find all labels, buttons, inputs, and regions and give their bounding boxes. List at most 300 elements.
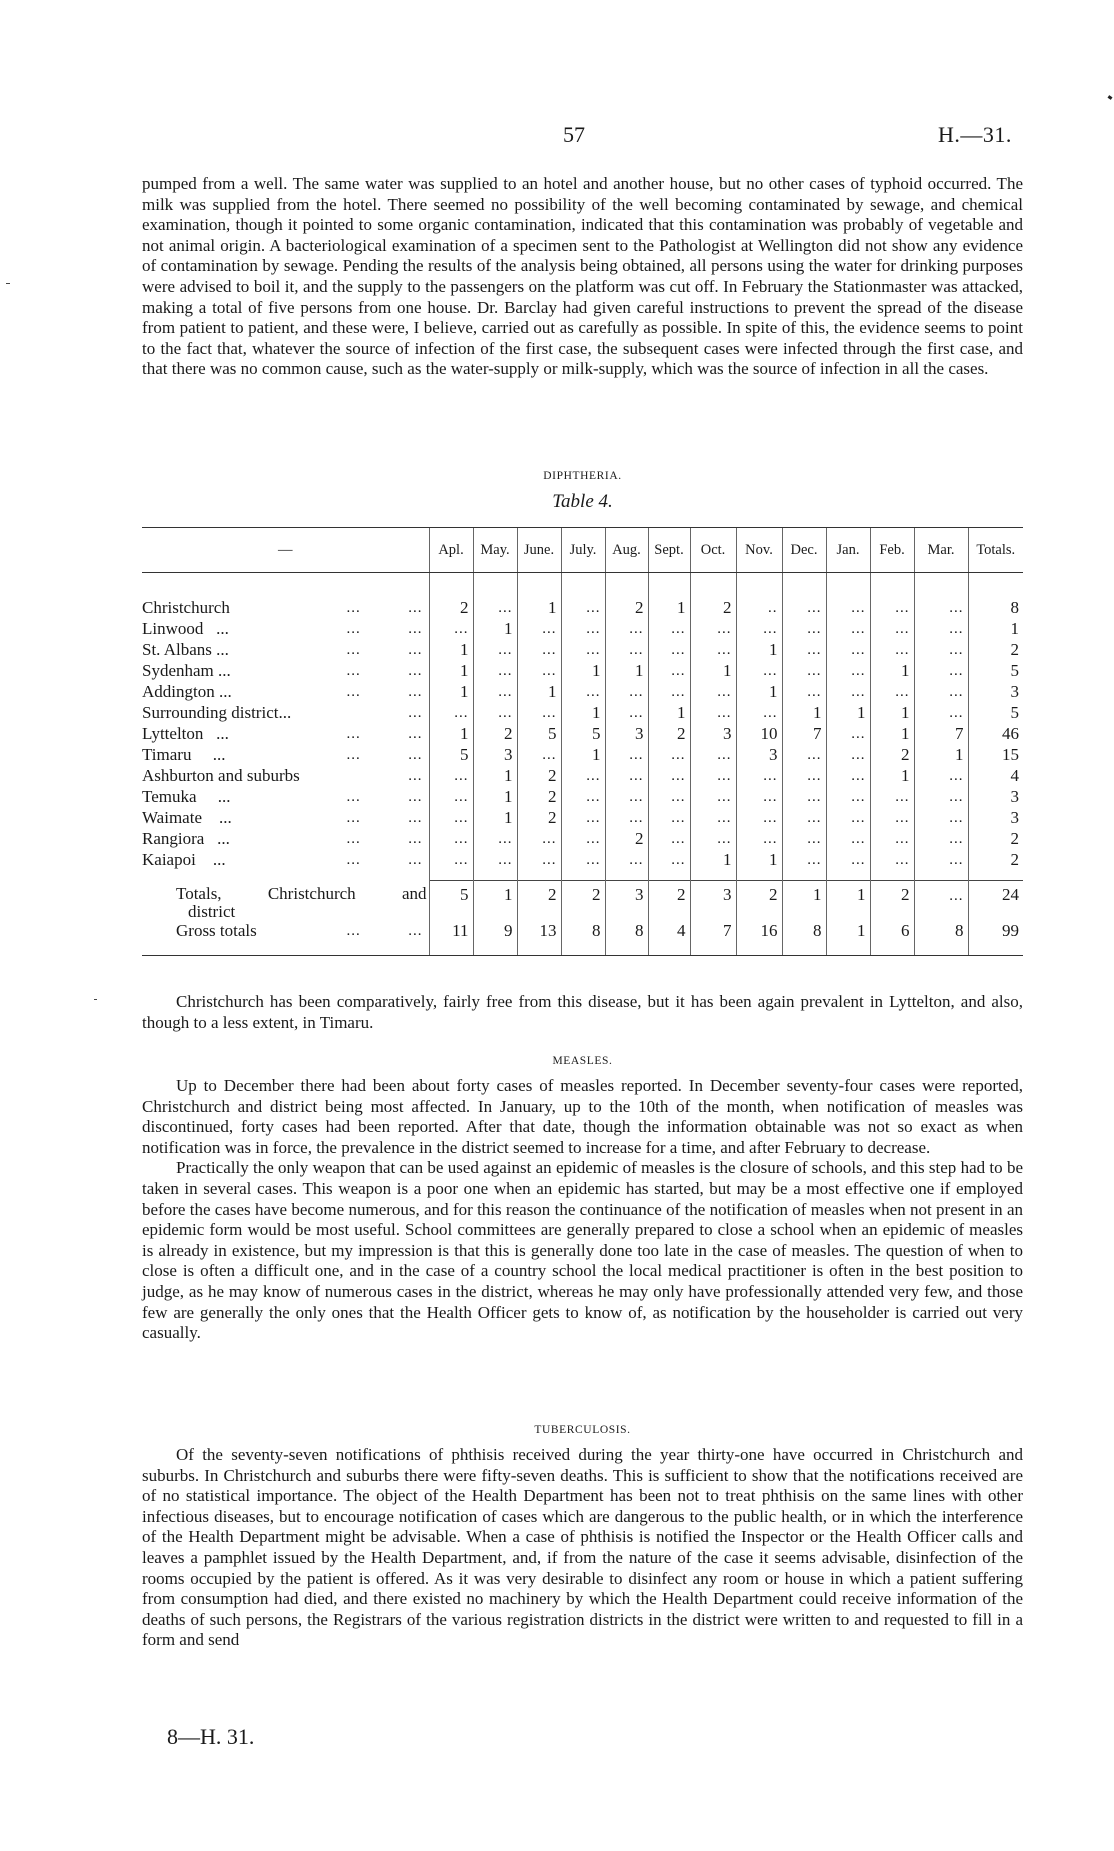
cell-value: ... — [586, 768, 601, 784]
cell-value: ... — [498, 705, 513, 721]
month-cell — [914, 597, 968, 618]
cell-value: ... — [895, 810, 910, 826]
cell-value: ... — [851, 663, 866, 679]
month-cell — [870, 618, 914, 639]
cell-value: ... — [717, 705, 732, 721]
month-cell — [473, 702, 517, 723]
cell-value: ... — [851, 747, 866, 763]
cell-value: ... — [949, 831, 964, 847]
month-cell — [473, 828, 517, 849]
month-cell — [914, 786, 968, 807]
month-cell — [736, 744, 782, 765]
cell-value: 99 — [1002, 920, 1019, 940]
month-cell — [690, 786, 736, 807]
cell-value: ... — [671, 621, 686, 637]
cell-value: 2 — [1010, 849, 1019, 869]
row-total — [968, 828, 1023, 849]
month-cell — [870, 744, 914, 765]
row-label — [142, 807, 429, 828]
cell-value: ... — [454, 810, 469, 826]
table-row — [142, 702, 1023, 723]
month-cell — [826, 807, 870, 828]
column-header: June. — [517, 528, 561, 573]
cell-value: ... — [807, 852, 822, 868]
month-cell — [561, 807, 605, 828]
cell-value: ... — [629, 705, 644, 721]
cell-value: 1 — [901, 660, 910, 680]
district-name: Addington ... — [142, 681, 232, 701]
month-cell — [736, 618, 782, 639]
month-cell — [429, 786, 473, 807]
month-cell — [690, 744, 736, 765]
district-name: Kaiapoi ... — [142, 849, 226, 869]
cell-value: ... — [586, 621, 601, 637]
cell-value: 8 — [955, 920, 964, 940]
month-cell — [648, 723, 690, 744]
month-cell — [561, 786, 605, 807]
diphtheria-commentary-block — [142, 992, 1023, 1033]
cell-value: ... — [454, 768, 469, 784]
cell-value: ... — [542, 663, 557, 679]
cell-value: ... — [807, 810, 822, 826]
cell-value: ... — [851, 684, 866, 700]
cell-value: ... — [671, 663, 686, 679]
cell-value: 2 — [635, 828, 644, 848]
month-cell — [870, 681, 914, 702]
cell-value: 1 — [592, 702, 601, 722]
month-cell — [517, 881, 561, 921]
month-cell — [517, 765, 561, 786]
cell-value: ... — [542, 747, 557, 763]
cell-value: 2 — [677, 885, 686, 904]
cell-value: ... — [671, 810, 686, 826]
cell-value: 3 — [723, 885, 732, 904]
district-name: Ashburton and suburbs — [142, 765, 300, 785]
month-cell — [429, 597, 473, 618]
cell-value: ... — [454, 705, 469, 721]
row-label — [142, 681, 429, 702]
cell-value: ... — [454, 852, 469, 868]
measles-paragraph-1: Up to December there had been about forty cases of measles reported. In December seventy-four cases were reported, Christchurch and district being most affected. In January, up to the 10th of the month, when notification of measles was discontinued, forty cases had been reported. After that date, though the information obtainable was not so exact as when notification was in force, the prevalence in the district seemed to increase for a time, and after February to decrease. — [142, 1076, 1023, 1157]
cell-value: 1 — [592, 744, 601, 764]
cell-value: 1 — [548, 597, 557, 617]
cell-value: ... — [717, 768, 732, 784]
month-cell — [429, 723, 473, 744]
cell-value: ... — [807, 600, 822, 616]
month-cell — [826, 660, 870, 681]
month-cell — [736, 681, 782, 702]
month-cell — [517, 723, 561, 744]
month-cell — [870, 881, 914, 921]
table-row — [142, 744, 1023, 765]
month-cell — [605, 660, 648, 681]
cell-value: ... — [949, 888, 964, 904]
month-cell — [473, 639, 517, 660]
district-name: Temuka ... — [142, 786, 231, 806]
cell-value: ... — [949, 852, 964, 868]
cell-value: 8 — [813, 920, 822, 940]
cell-value: ... — [671, 789, 686, 805]
month-cell — [473, 881, 517, 921]
month-cell — [782, 744, 826, 765]
month-cell — [473, 618, 517, 639]
cell-value: 2 — [901, 744, 910, 764]
month-cell — [648, 786, 690, 807]
dot-leader: ... ... — [346, 599, 423, 616]
cell-value: 13 — [539, 920, 557, 940]
cell-value: 1 — [955, 744, 964, 764]
dot-leader: ... — [408, 704, 423, 721]
table-row — [142, 681, 1023, 702]
row-total — [968, 597, 1023, 618]
cell-value: 8 — [635, 920, 644, 940]
month-cell — [690, 681, 736, 702]
column-header: Dec. — [782, 528, 826, 573]
month-cell — [690, 597, 736, 618]
month-cell — [605, 849, 648, 870]
month-cell — [736, 660, 782, 681]
month-cell — [605, 681, 648, 702]
month-cell — [648, 681, 690, 702]
cell-value: 2 — [548, 885, 557, 904]
month-cell — [605, 921, 648, 956]
district-name: Linwood ... — [142, 618, 229, 638]
month-cell — [429, 618, 473, 639]
month-cell — [473, 597, 517, 618]
row-label — [142, 786, 429, 807]
cell-value: ... — [763, 810, 778, 826]
column-header: July. — [561, 528, 605, 573]
month-cell — [429, 660, 473, 681]
scan-artifact — [1108, 95, 1113, 100]
month-cell — [782, 702, 826, 723]
month-cell — [517, 660, 561, 681]
month-cell — [914, 681, 968, 702]
table-title: Table 4. — [552, 491, 613, 512]
cell-value: ... — [807, 789, 822, 805]
month-cell — [473, 807, 517, 828]
cell-value: 8 — [592, 920, 601, 940]
month-cell — [914, 660, 968, 681]
cell-value: ... — [586, 831, 601, 847]
cell-value: ... — [895, 831, 910, 847]
month-cell — [736, 881, 782, 921]
dot-leader: ... ... — [346, 662, 423, 679]
cell-value: ... — [763, 831, 778, 847]
month-cell — [648, 881, 690, 921]
month-cell — [605, 807, 648, 828]
cell-value: 4 — [1010, 765, 1019, 785]
cell-value: ... — [807, 663, 822, 679]
cell-value: 2 — [592, 885, 601, 904]
month-cell — [736, 702, 782, 723]
cell-value: ... — [498, 663, 513, 679]
stub-header: — — [142, 528, 429, 573]
table-row — [142, 597, 1023, 618]
cell-value: ... — [542, 831, 557, 847]
cell-value: 2 — [548, 786, 557, 806]
cell-value: 5 — [460, 744, 469, 764]
row-label — [142, 828, 429, 849]
column-header: Jan. — [826, 528, 870, 573]
month-cell — [690, 881, 736, 921]
row-total — [968, 618, 1023, 639]
cell-value: ... — [629, 810, 644, 826]
printer-signature: 8—H. 31. — [167, 1724, 255, 1749]
row-label — [142, 881, 429, 921]
cell-value: 3 — [635, 723, 644, 743]
month-cell — [690, 702, 736, 723]
month-cell — [517, 618, 561, 639]
month-cell — [914, 639, 968, 660]
month-cell — [605, 828, 648, 849]
cell-value: 6 — [901, 920, 910, 940]
month-cell — [605, 786, 648, 807]
row-total — [968, 723, 1023, 744]
month-cell — [782, 786, 826, 807]
table-row — [142, 807, 1023, 828]
month-cell — [517, 744, 561, 765]
month-cell — [517, 807, 561, 828]
cell-value: 1 — [723, 849, 732, 869]
month-cell — [473, 660, 517, 681]
cell-value: 2 — [460, 597, 469, 617]
dot-leader: ... ... — [346, 620, 423, 637]
month-cell — [605, 702, 648, 723]
district-name: Timaru ... — [142, 744, 226, 764]
cell-value: ... — [671, 642, 686, 658]
row-total — [968, 681, 1023, 702]
month-cell — [429, 807, 473, 828]
month-cell — [782, 618, 826, 639]
cell-value: 4 — [677, 920, 686, 940]
month-cell — [736, 828, 782, 849]
month-cell — [914, 744, 968, 765]
cell-value: 1 — [504, 618, 513, 638]
cell-value: ... — [671, 747, 686, 763]
column-header: Mar. — [914, 528, 968, 573]
month-cell — [782, 828, 826, 849]
cell-value: 1 — [857, 920, 866, 940]
cell-value: ... — [895, 789, 910, 805]
month-cell — [517, 828, 561, 849]
tuberculosis-paragraph: Of the seventy-seven notifications of phthisis received during the year thirty-one have occurred in Christchurch and suburbs. In Christchurch and suburbs there were fifty-seven deaths. This is sufficient to show that the notifications received are of no statistical importance. The object of the Health Department has been not to treat phthisis on the same lines with other infectious diseases, but to encourage notification of cases which are dangerous to the public health, or in which the interference of the Health Department might be advisable. When a case of phthisis is notified the Inspector or the Health Officer calls and leaves a pamphlet issued by the Health Department, and, if from the nature of the case it seems advisable, disinfection of the rooms occupied by the patient is offered. As it was very desirable to disinfect any room or house in which a patient suffering from consumption had died, and there existed no machinery by which the Health Department could receive information of the deaths of such persons, the Registrars of the various registration districts in the district were written to and requested to fill in a form and send — [142, 1445, 1023, 1650]
scan-mark — [94, 999, 97, 1000]
month-cell — [826, 744, 870, 765]
dot-leader: ... ... — [346, 683, 423, 700]
table-row — [142, 786, 1023, 807]
month-cell — [870, 807, 914, 828]
cell-value: ... — [671, 831, 686, 847]
cell-value: ... — [949, 789, 964, 805]
cell-value: ... — [542, 642, 557, 658]
dot-leader: ... ... — [346, 641, 423, 658]
month-cell — [429, 828, 473, 849]
month-cell — [914, 807, 968, 828]
month-cell — [914, 765, 968, 786]
section-heading-measles: MEASLES. — [552, 1055, 613, 1067]
month-cell — [648, 639, 690, 660]
month-cell — [517, 921, 561, 956]
month-cell — [605, 597, 648, 618]
cell-value: ... — [586, 642, 601, 658]
month-cell — [782, 660, 826, 681]
month-cell — [826, 597, 870, 618]
spacer-row — [142, 573, 1023, 598]
month-cell — [826, 828, 870, 849]
month-cell — [736, 921, 782, 956]
cell-value: 2 — [548, 807, 557, 827]
cell-value: ... — [454, 789, 469, 805]
month-cell — [648, 921, 690, 956]
cell-value: 2 — [769, 885, 778, 904]
column-header: May. — [473, 528, 517, 573]
month-cell — [690, 765, 736, 786]
cell-value: ... — [586, 789, 601, 805]
cell-value: 2 — [1010, 639, 1019, 659]
month-cell — [782, 921, 826, 956]
cell-value: 1 — [635, 660, 644, 680]
month-cell — [870, 921, 914, 956]
cell-value: ... — [807, 642, 822, 658]
district-name: Surrounding district... — [142, 702, 292, 722]
month-cell — [870, 702, 914, 723]
month-cell — [736, 597, 782, 618]
row-label — [142, 744, 429, 765]
cell-value: ... — [586, 810, 601, 826]
measles-section — [142, 1055, 1023, 1344]
cell-value: ... — [895, 600, 910, 616]
month-cell — [826, 723, 870, 744]
month-cell — [605, 765, 648, 786]
table-header-row — [142, 528, 1023, 573]
cell-value: ... — [671, 684, 686, 700]
row-total — [968, 702, 1023, 723]
cell-value: ... — [498, 831, 513, 847]
diphtheria-table — [142, 527, 1023, 956]
cell-value: ... — [542, 852, 557, 868]
spacer-row — [142, 870, 1023, 881]
cell-value: .. — [768, 600, 778, 616]
row-label — [142, 639, 429, 660]
cell-value: 3 — [1010, 786, 1019, 806]
cell-value: ... — [717, 789, 732, 805]
district-name: Rangiora ... — [142, 828, 230, 848]
month-cell — [826, 765, 870, 786]
page-number: 57 — [563, 122, 585, 147]
month-cell — [429, 639, 473, 660]
cell-value: 1 — [677, 702, 686, 722]
row-total — [968, 639, 1023, 660]
month-cell — [736, 807, 782, 828]
cell-value: ... — [851, 852, 866, 868]
table-row — [142, 639, 1023, 660]
cell-value: ... — [717, 810, 732, 826]
month-cell — [826, 702, 870, 723]
month-cell — [870, 597, 914, 618]
cell-value: 3 — [1010, 681, 1019, 701]
cell-value: ... — [586, 600, 601, 616]
month-cell — [914, 618, 968, 639]
table-row — [142, 765, 1023, 786]
dot-leader: ... ... — [346, 830, 423, 847]
month-cell — [561, 681, 605, 702]
cell-value: 1 — [460, 681, 469, 701]
cell-value: ... — [851, 768, 866, 784]
month-cell — [561, 849, 605, 870]
row-label — [142, 723, 429, 744]
cell-value: 1 — [504, 765, 513, 785]
month-cell — [561, 639, 605, 660]
month-cell — [648, 702, 690, 723]
cell-value: 11 — [452, 920, 469, 940]
totals-label-line2: district — [188, 901, 236, 921]
cell-value: 7 — [723, 920, 732, 940]
cell-value: ... — [671, 852, 686, 868]
month-cell — [517, 639, 561, 660]
cell-value: ... — [851, 789, 866, 805]
month-cell — [561, 828, 605, 849]
month-cell — [870, 786, 914, 807]
dot-leader: ... ... — [346, 788, 423, 805]
row-total — [968, 849, 1023, 870]
cell-value: ... — [949, 600, 964, 616]
cell-value: ... — [851, 642, 866, 658]
cell-value: ... — [498, 642, 513, 658]
column-header: Oct. — [690, 528, 736, 573]
cell-value: ... — [949, 810, 964, 826]
month-cell — [429, 881, 473, 921]
row-label — [142, 660, 429, 681]
column-header: Aug. — [605, 528, 648, 573]
cell-value: 1 — [901, 765, 910, 785]
cell-value: 1 — [1010, 618, 1019, 638]
cell-value: 1 — [769, 849, 778, 869]
section-heading-diphtheria: DIPHTHERIA. — [543, 470, 622, 482]
month-cell — [429, 765, 473, 786]
cell-value: 24 — [1002, 885, 1019, 904]
month-cell — [473, 786, 517, 807]
diphtheria-heading-block — [142, 470, 1023, 513]
month-cell — [605, 744, 648, 765]
cell-value: ... — [807, 747, 822, 763]
cell-value: 2 — [723, 597, 732, 617]
month-cell — [648, 828, 690, 849]
cell-value: 3 — [769, 744, 778, 764]
measles-paragraph-2: Practically the only weapon that can be used against an epidemic of measles is the closure of schools, and this step had to be taken in several cases. This weapon is a poor one when an epidemic has started, but may be a most effective one if employed before the cases have become numerous, and for this reason the continuance of the notification of measles when not present in an epidemic form would be most useful. School committees are generally prepared to close a school when an epidemic of measles is already in existence, but my impression is that this is generally done too late in the case of measles. The question of when to close is often a difficult one, and in the case of a country school the local medical practitioner is often in the best position to judge, as he may know of numerous cases in the district, whereas he may only have professionally attended very few, and those few are generally the only ones that the Health Officer gets to know of, as notification by the householder is carried out very casually. — [142, 1158, 1023, 1343]
month-cell — [870, 828, 914, 849]
cell-value: 1 — [813, 702, 822, 722]
cell-value: 1 — [857, 885, 866, 904]
tuberculosis-section — [142, 1424, 1023, 1651]
cell-value: ... — [807, 768, 822, 784]
month-cell — [648, 660, 690, 681]
month-cell — [736, 849, 782, 870]
row-total — [968, 660, 1023, 681]
month-cell — [561, 881, 605, 921]
month-cell — [473, 723, 517, 744]
month-cell — [690, 660, 736, 681]
cell-value: ... — [895, 852, 910, 868]
month-cell — [561, 618, 605, 639]
cell-value: ... — [629, 684, 644, 700]
cell-value: ... — [629, 621, 644, 637]
month-cell — [690, 828, 736, 849]
cell-value: ... — [717, 621, 732, 637]
cell-value: ... — [763, 768, 778, 784]
intro-section — [142, 174, 1023, 380]
month-cell — [826, 639, 870, 660]
